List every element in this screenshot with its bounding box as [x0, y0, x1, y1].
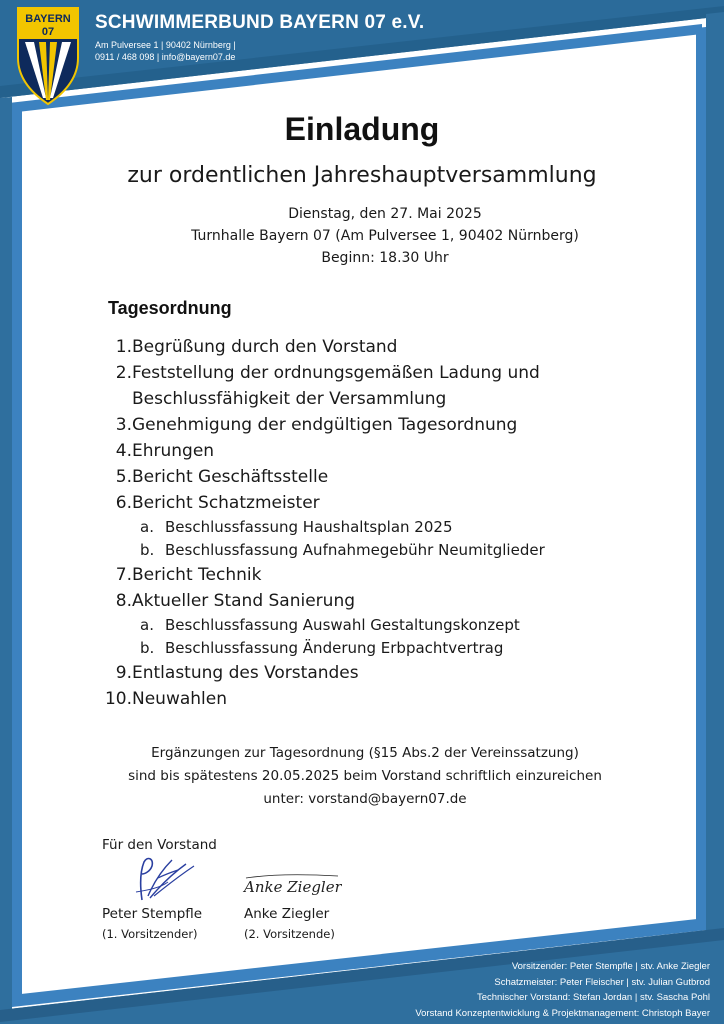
agenda-item-text: Bericht Geschäftsstelle [132, 467, 329, 487]
agenda-item-number: 1. [115, 337, 132, 357]
agenda-subitem-text: Beschlussfassung Änderung Erbpachtvertrag [165, 639, 504, 657]
inner-frame-right [696, 27, 706, 921]
club-logo [16, 6, 80, 106]
agenda-item-text: Begrüßung durch den Vorstand [132, 337, 398, 357]
contact-line: 0911 / 468 098 | info@bayern07.de [95, 52, 236, 62]
agenda-item-number: 6. [115, 493, 132, 513]
meeting-details [160, 203, 610, 269]
signer-name: Anke Ziegler [244, 906, 330, 922]
agenda-item-number: 2. [115, 363, 132, 383]
club-address [95, 39, 236, 63]
signer-stempfle [102, 904, 202, 944]
signature-ziegler-text: Anke Ziegler [244, 878, 342, 896]
signer-ziegler [244, 904, 335, 944]
note-line: sind bis spätestens 20.05.2025 beim Vorstand schriftlich einzureichen [128, 768, 602, 784]
signer-role: (2. Vorsitzende) [244, 927, 335, 941]
agenda-item-text: Bericht Technik [132, 565, 262, 585]
agenda-subitem [98, 539, 658, 562]
agenda-item-number: 4. [115, 441, 132, 461]
agenda-item [98, 660, 658, 686]
meeting-location: Turnhalle Bayern 07 (Am Pulversee 1, 90402 Nürnberg) [191, 228, 579, 244]
footer-line: Schatzmeister: Peter Fleischer | stv. Julian Gutbrod [494, 976, 710, 988]
document-subtitle: zur ordentlichen Jahreshauptversammlung [127, 163, 597, 188]
meeting-date: Dienstag, den 27. Mai 2025 [288, 206, 482, 222]
signer-name: Peter Stempfle [102, 906, 203, 922]
note-line: unter: vorstand@bayern07.de [263, 791, 467, 807]
agenda-item-number: 5. [115, 467, 132, 487]
document-title: Einladung [284, 111, 440, 147]
agenda-item [98, 412, 658, 438]
agenda-item [98, 464, 658, 490]
agenda-item-number: 7. [115, 565, 132, 585]
footer-line: Vorstand Konzeptentwicklung & Projektmanagement: Christoph Bayer [415, 1007, 710, 1019]
agenda-item [98, 490, 658, 516]
club-name: SCHWIMMERBUND BAYERN 07 e.V. [95, 12, 425, 33]
agenda-item [98, 686, 658, 712]
agenda-heading: Tagesordnung [108, 298, 232, 318]
agenda-subitem-letter: b. [140, 541, 155, 559]
agenda-item-text: Aktueller Stand Sanierung [132, 591, 356, 611]
agenda-subitem [98, 614, 658, 637]
agenda-item-number: 10. [104, 689, 132, 709]
agenda-subitem-text: Beschlussfassung Haushaltsplan 2025 [165, 518, 453, 536]
agenda-subitem [98, 516, 658, 539]
agenda-item-number: 3. [115, 415, 132, 435]
agenda-subitem-letter: b. [140, 639, 155, 657]
agenda-item-text: Neuwahlen [132, 689, 228, 709]
agenda-subitem-text: Beschlussfassung Aufnahmegebühr Neumitglieder [165, 541, 545, 559]
note-line: Ergänzungen zur Tagesordnung (§15 Abs.2 der Vereinssatzung) [151, 745, 579, 761]
agenda-subitem-letter: a. [140, 518, 154, 536]
agenda-item-number: 8. [115, 591, 132, 611]
signature-ziegler [242, 870, 342, 900]
agenda-list [98, 334, 658, 712]
agenda-item-text: Genehmigung der endgültigen Tagesordnung [132, 415, 518, 435]
agenda-item-text: Bericht Schatzmeister [132, 493, 320, 513]
meeting-start: Beginn: 18.30 Uhr [321, 250, 449, 266]
footer-line: Technischer Vorstand: Stefan Jordan | stv. Sascha Pohl [476, 992, 710, 1003]
address-line: Am Pulversee 1 | 90402 Nürnberg | [95, 40, 236, 50]
agenda-item-line: Beschlussfähigkeit der Versammlung [132, 389, 447, 409]
agenda-item-text: Ehrungen [132, 441, 215, 461]
agenda-item [98, 588, 658, 614]
agenda-item-text [132, 360, 658, 412]
signature-stempfle [128, 852, 203, 904]
agenda-item-number: 9. [115, 663, 132, 683]
for-board-label: Für den Vorstand [102, 837, 217, 853]
agenda-amendment-note [110, 742, 620, 811]
agenda-item [98, 360, 658, 412]
agenda-item [98, 562, 658, 588]
agenda-subitem-text: Beschlussfassung Auswahl Gestaltungskonzept [165, 616, 520, 634]
agenda-item [98, 334, 658, 360]
agenda-item-text: Entlastung des Vorstandes [132, 663, 359, 683]
board-footer [415, 959, 710, 1021]
outer-frame-left [0, 97, 12, 1024]
logo-text-bottom: 07 [41, 26, 55, 38]
signer-role: (1. Vorsitzender) [102, 927, 198, 941]
agenda-subitem [98, 637, 658, 660]
footer-line: Vorsitzender: Peter Stempfle | stv. Anke Ziegler [511, 961, 710, 972]
agenda-item [98, 438, 658, 464]
agenda-item-line: Feststellung der ordnungsgemäßen Ladung und [132, 363, 540, 383]
inner-frame-left [12, 103, 22, 1006]
agenda-subitem-letter: a. [140, 616, 154, 634]
logo-text-top: BAYERN [25, 13, 71, 25]
